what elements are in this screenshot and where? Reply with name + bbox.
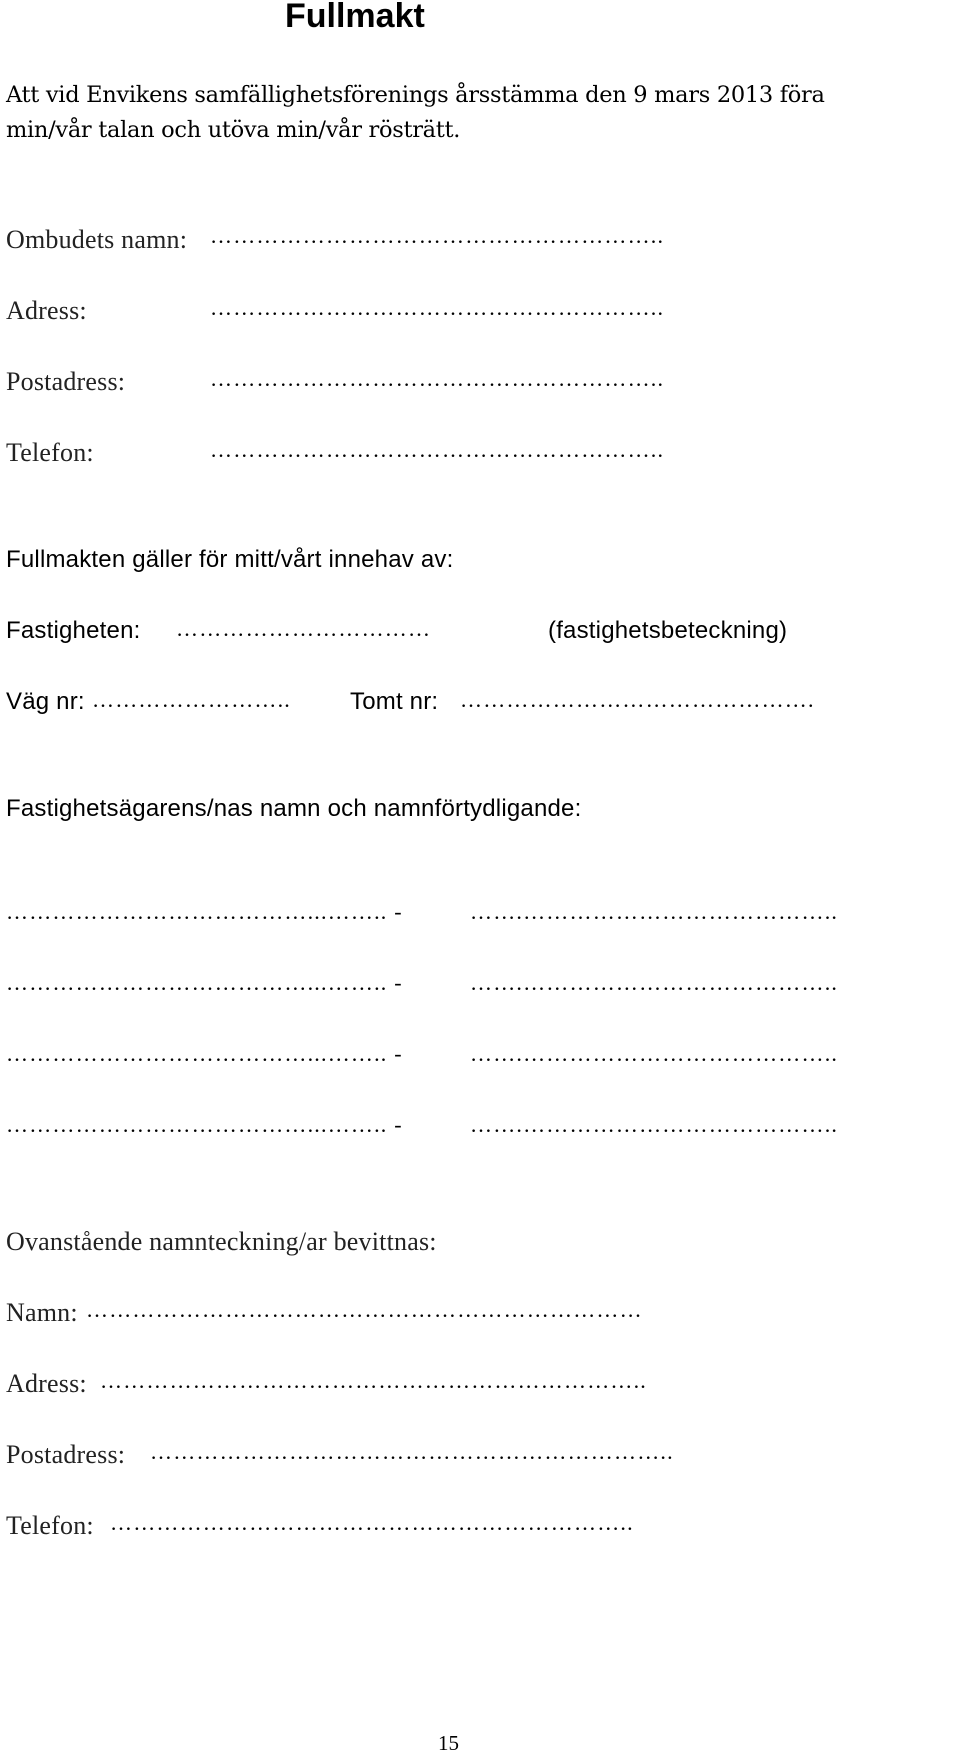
agent-address-label: Adress: xyxy=(6,296,87,325)
intro-line-1: Att vid Envikens samfällighetsförenings årsstämma den 9 mars 2013 föra xyxy=(6,82,825,108)
road-field[interactable]: …………………….. xyxy=(92,687,291,712)
owner-row-1-clarification[interactable]: …….………………………………….. xyxy=(470,899,839,924)
page-title: Fullmakt xyxy=(285,0,425,35)
owner-row-4-name[interactable]: …………………………………...…….. - xyxy=(6,1112,403,1137)
witness-address-label: Adress: xyxy=(6,1369,87,1398)
property-hint: (fastighetsbeteckning) xyxy=(548,617,788,644)
witness-heading: Ovanstående namnteckning/ar bevittnas: xyxy=(6,1227,437,1256)
witness-postal-field[interactable]: ………………………………………………………….. xyxy=(150,1439,674,1464)
agent-postal-field[interactable]: ………………………………………………….. xyxy=(210,366,665,391)
owner-row-3-clarification[interactable]: …….………………………………….. xyxy=(470,1041,839,1066)
agent-postal-label: Postadress: xyxy=(6,367,126,396)
owner-row-3-name[interactable]: …………………………………...…….. - xyxy=(6,1041,403,1066)
lot-field[interactable]: ………………………………………. xyxy=(460,687,815,712)
witness-postal-label: Postadress: xyxy=(6,1440,126,1469)
witness-address-field[interactable]: …………………………………………………………….. xyxy=(100,1368,647,1393)
property-field[interactable]: …………………………… xyxy=(176,616,432,641)
owner-row-4-clarification[interactable]: …….………………………………….. xyxy=(470,1112,839,1137)
property-label: Fastigheten: xyxy=(6,617,141,644)
owner-row-2-clarification[interactable]: …….………………………………….. xyxy=(470,970,839,995)
road-label: Väg nr: xyxy=(6,688,85,715)
owner-row-2-name[interactable]: …………………………………...…….. - xyxy=(6,970,403,995)
intro-line-2: min/vår talan och utöva min/vår rösträtt. xyxy=(6,117,461,143)
witness-phone-label: Telefon: xyxy=(6,1511,94,1540)
lot-label: Tomt nr: xyxy=(350,688,439,715)
page-number: 15 xyxy=(438,1731,459,1755)
witness-name-label: Namn: xyxy=(6,1298,78,1327)
owners-heading: Fastighetsägarens/nas namn och namnförtydligande: xyxy=(6,795,582,822)
witness-phone-field[interactable]: ………………………………………………………….. xyxy=(110,1510,634,1535)
agent-phone-field[interactable]: ………………………………………………….. xyxy=(210,437,665,462)
owner-row-1-name[interactable]: …………………………………...…….. - xyxy=(6,899,403,924)
holding-heading: Fullmakten gäller för mitt/vårt innehav av: xyxy=(6,546,454,573)
agent-name-label: Ombudets namn: xyxy=(6,225,188,254)
agent-address-field[interactable]: ………………………………………………….. xyxy=(210,295,665,320)
agent-phone-label: Telefon: xyxy=(6,438,94,467)
agent-name-field[interactable]: ………………………………………………….. xyxy=(210,223,665,248)
witness-name-field[interactable]: ……………………………………………………………… xyxy=(86,1297,643,1322)
